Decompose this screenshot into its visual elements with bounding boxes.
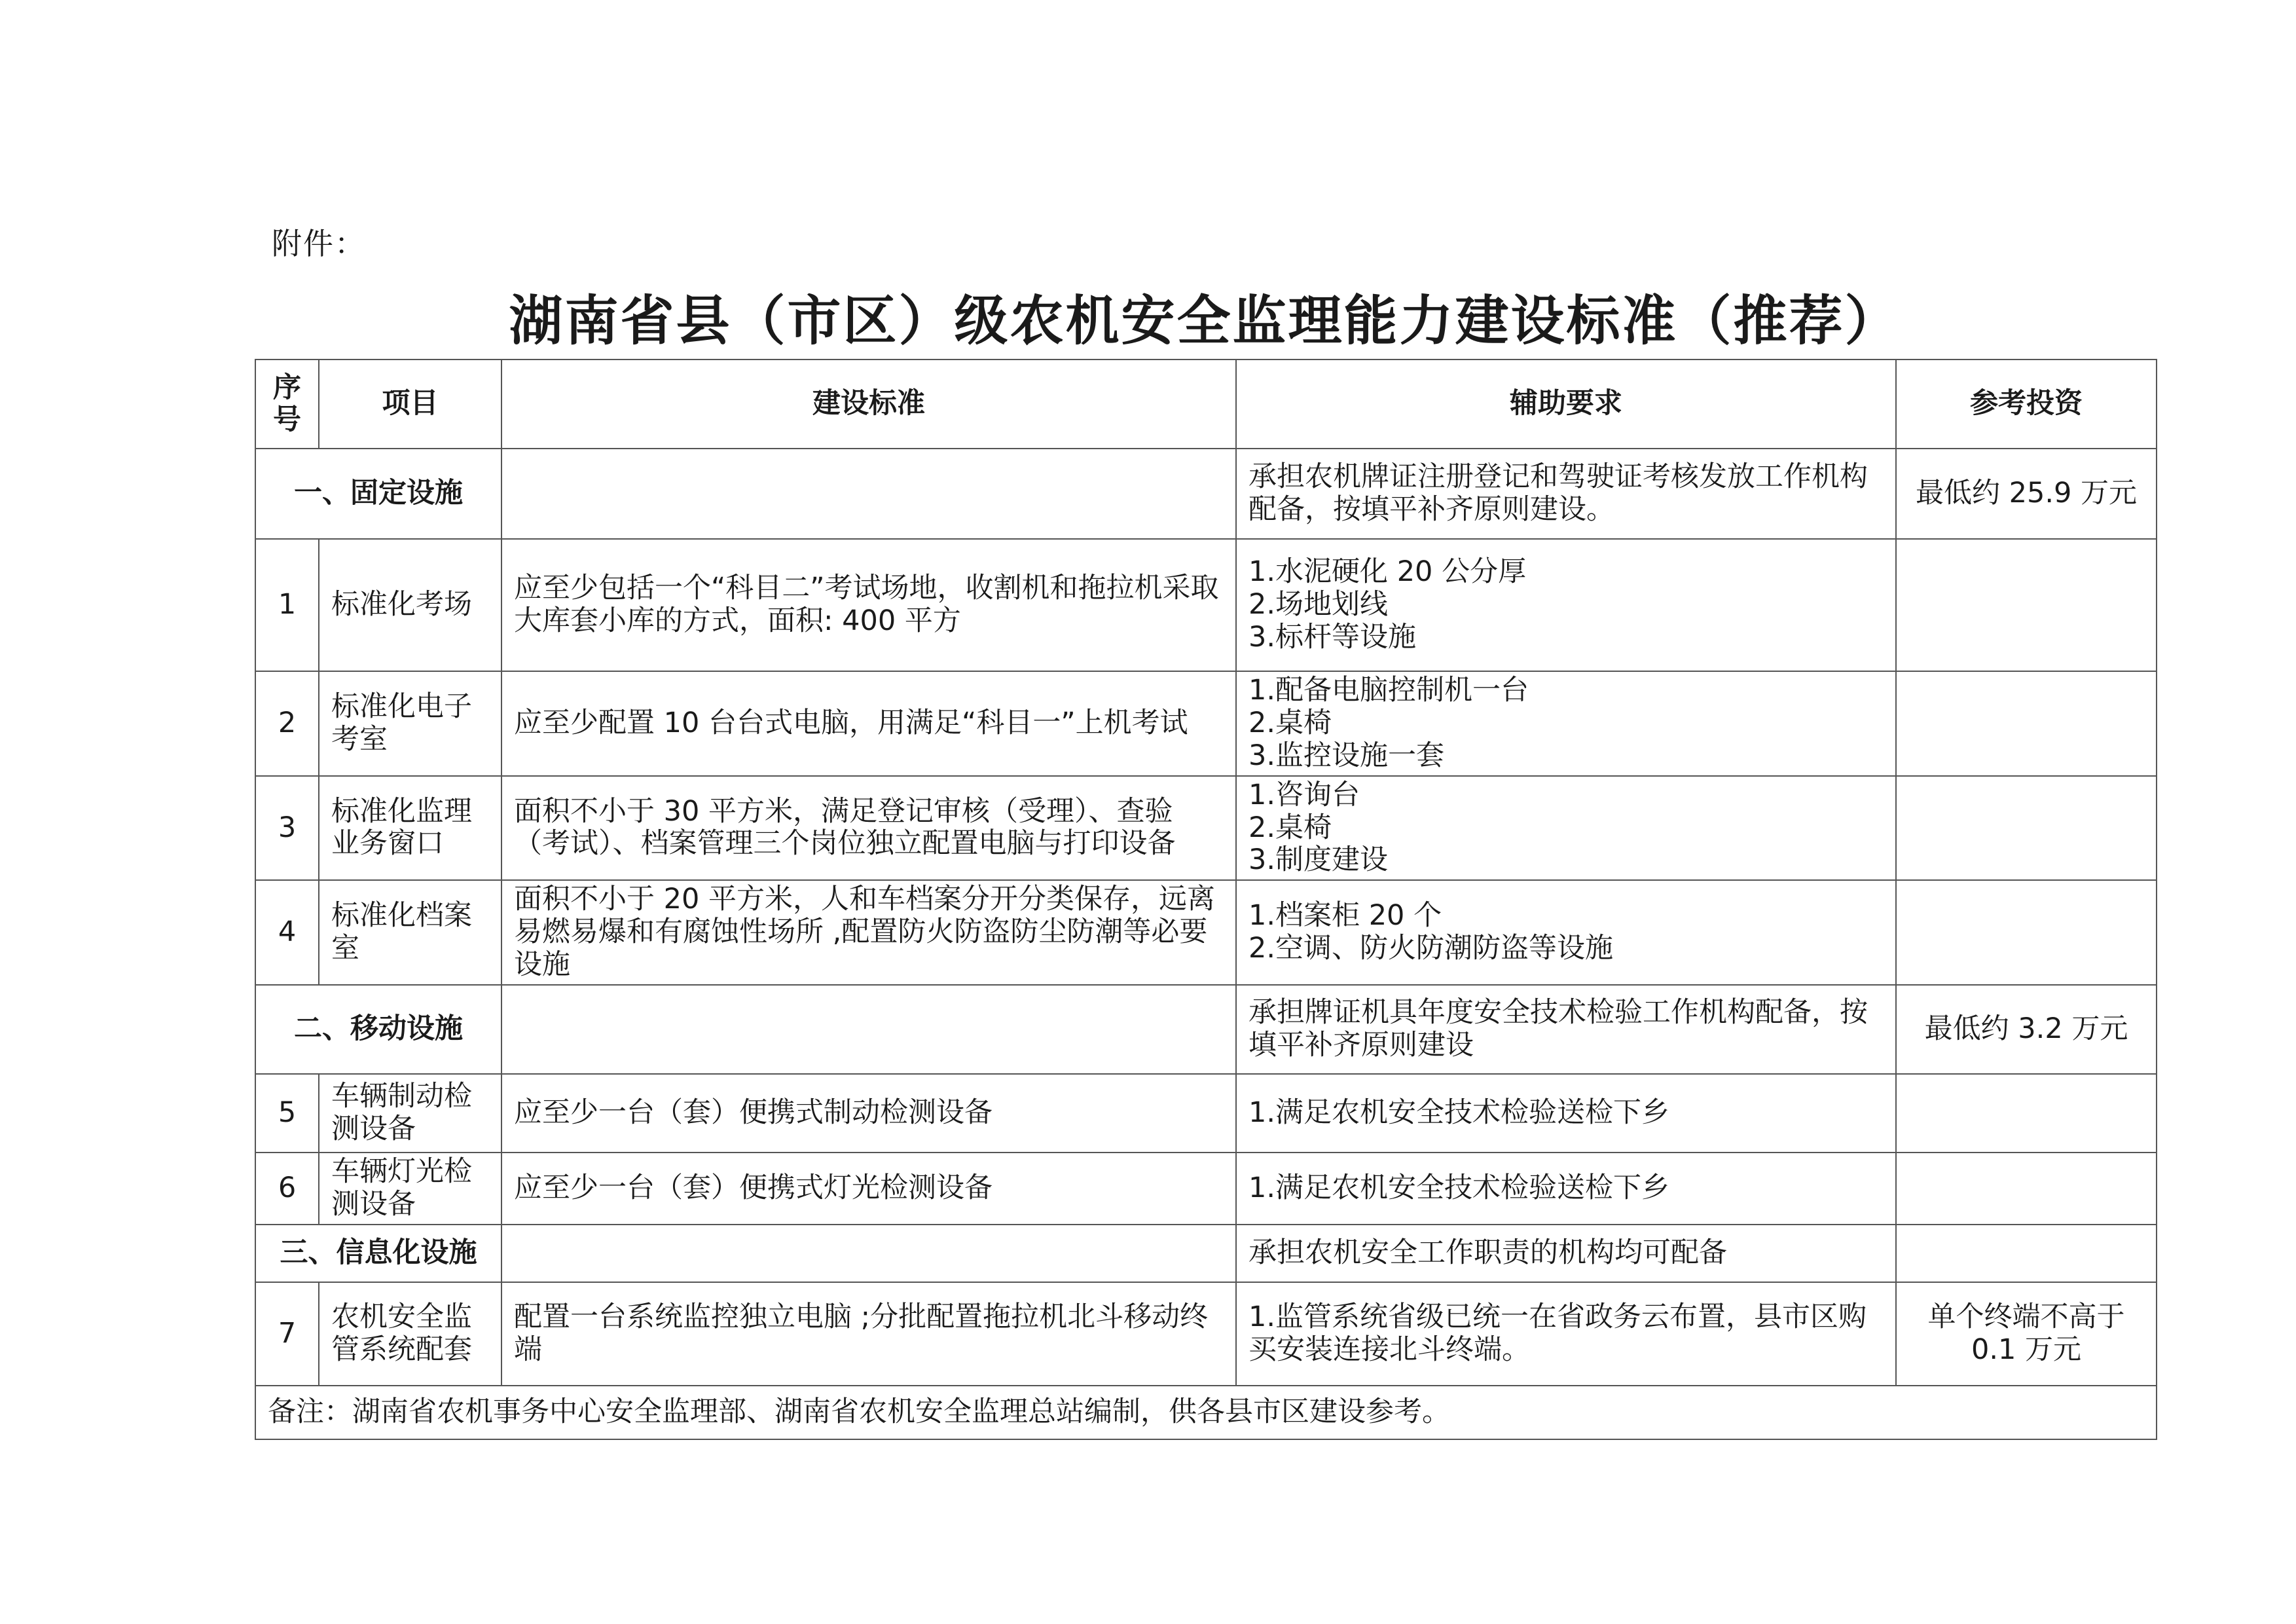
section-investment: 最低约 3.2 万元	[1896, 985, 2157, 1074]
item-standard: 面积不小于 30 平方米，满足登记审核（受理）、查验（考试）、档案管理三个岗位独立配置电脑与打印设备	[501, 776, 1236, 881]
item-requirements	[1236, 671, 1896, 776]
item-seq: 1	[255, 539, 319, 671]
item-seq: 5	[255, 1074, 319, 1153]
section-name: 一、固定设施	[255, 449, 501, 539]
item-requirements	[1236, 880, 1896, 985]
item-name: 车辆制动检测设备	[319, 1074, 501, 1153]
document-title: 湖南省县（市区）级农机安全监理能力建设标准（推荐）	[509, 290, 1901, 352]
item-investment: 单个终端不高于 0.1 万元	[1896, 1282, 2157, 1386]
item-requirements	[1236, 1074, 1896, 1153]
section-requirement: 承担农机安全工作职责的机构均可配备	[1236, 1225, 1896, 1282]
requirement-line: 1.配备电脑控制机一台	[1248, 674, 1529, 707]
item-name: 车辆灯光检测设备	[319, 1153, 501, 1225]
header-seq: 序号	[255, 360, 319, 449]
requirement-line: 1.监管系统省级已统一在省政务云布置，县市区购买安装连接北斗终端。	[1248, 1300, 1867, 1366]
item-requirements	[1236, 539, 1896, 671]
requirement-line: 2.场地划线	[1248, 588, 1389, 621]
item-seq: 6	[255, 1153, 319, 1225]
section-standard	[501, 985, 1236, 1074]
requirement-line: 2.桌椅	[1248, 706, 1332, 739]
requirement-line: 1.水泥硬化 20 公分厚	[1248, 555, 1527, 589]
table-row	[255, 539, 2157, 671]
item-requirements	[1236, 776, 1896, 881]
section-investment	[1896, 1225, 2157, 1282]
item-investment	[1896, 1074, 2157, 1153]
item-name: 标准化考场	[319, 539, 501, 671]
item-standard: 应至少一台（套）便携式灯光检测设备	[501, 1153, 1236, 1225]
table-row	[255, 1074, 2157, 1153]
table-row	[255, 776, 2157, 881]
section-name: 二、移动设施	[255, 985, 501, 1074]
item-seq: 7	[255, 1282, 319, 1386]
item-name: 标准化档案室	[319, 880, 501, 985]
section-requirement: 承担农机牌证注册登记和驾驶证考核发放工作机构配备，按填平补齐原则建设。	[1236, 449, 1896, 539]
standards-table	[255, 359, 2157, 1440]
section-standard	[501, 449, 1236, 539]
requirement-line: 2.空调、防火防潮防盗等设施	[1248, 932, 1614, 965]
item-name: 标准化电子考室	[319, 671, 501, 776]
requirement-line: 1.档案柜 20 个	[1248, 899, 1442, 932]
header-item: 项目	[319, 360, 501, 449]
section-name: 三、信息化设施	[255, 1225, 501, 1282]
item-name: 农机安全监管系统配套	[319, 1282, 501, 1386]
table-row	[255, 1153, 2157, 1225]
item-seq: 2	[255, 671, 319, 776]
table-header-row	[255, 360, 2157, 449]
item-investment	[1896, 776, 2157, 881]
item-standard: 配置一台系统监控独立电脑 ;分批配置拖拉机北斗移动终端	[501, 1282, 1236, 1386]
requirement-line: 1.满足农机安全技术检验送检下乡	[1248, 1096, 1670, 1129]
header-requirement: 辅助要求	[1236, 360, 1896, 449]
table-row	[255, 1282, 2157, 1386]
section-investment: 最低约 25.9 万元	[1896, 449, 2157, 539]
item-standard: 应至少配置 10 台台式电脑，用满足“科目一”上机考试	[501, 671, 1236, 776]
remark-row	[255, 1386, 2157, 1439]
table-row	[255, 880, 2157, 985]
header-investment: 参考投资	[1896, 360, 2157, 449]
item-standard: 面积不小于 20 平方米，人和车档案分开分类保存，远离易燃易爆和有腐蚀性场所 ,配置防火防盗防尘防潮等必要设施	[501, 880, 1236, 985]
item-seq: 3	[255, 776, 319, 881]
section-row	[255, 985, 2157, 1074]
header-standard: 建设标准	[501, 360, 1236, 449]
requirement-line: 3.监控设施一套	[1248, 739, 1445, 772]
item-seq: 4	[255, 880, 319, 985]
item-name: 标准化监理业务窗口	[319, 776, 501, 881]
requirement-line: 1.满足农机安全技术检验送检下乡	[1248, 1171, 1670, 1204]
item-requirements	[1236, 1282, 1896, 1386]
item-investment	[1896, 880, 2157, 985]
item-standard: 应至少一台（套）便携式制动检测设备	[501, 1074, 1236, 1153]
item-standard: 应至少包括一个“科目二”考试场地，收割机和拖拉机采取大库套小库的方式，面积: 400 平方	[501, 539, 1236, 671]
item-investment	[1896, 539, 2157, 671]
item-requirements	[1236, 1153, 1896, 1225]
section-requirement: 承担牌证机具年度安全技术检验工作机构配备，按填平补齐原则建设	[1236, 985, 1896, 1074]
section-row	[255, 1225, 2157, 1282]
attachment-label: 附件：	[272, 226, 366, 261]
requirement-line: 1.咨询台	[1248, 778, 1360, 811]
remark-text: 备注：湖南省农机事务中心安全监理部、湖南省农机安全监理总站编制，供各县市区建设参考。	[255, 1386, 2157, 1439]
item-investment	[1896, 671, 2157, 776]
requirement-line: 3.制度建设	[1248, 843, 1389, 877]
section-row	[255, 449, 2157, 539]
requirement-line: 2.桌椅	[1248, 811, 1332, 844]
requirement-line: 3.标杆等设施	[1248, 620, 1417, 654]
section-standard	[501, 1225, 1236, 1282]
table-row	[255, 671, 2157, 776]
item-investment	[1896, 1153, 2157, 1225]
